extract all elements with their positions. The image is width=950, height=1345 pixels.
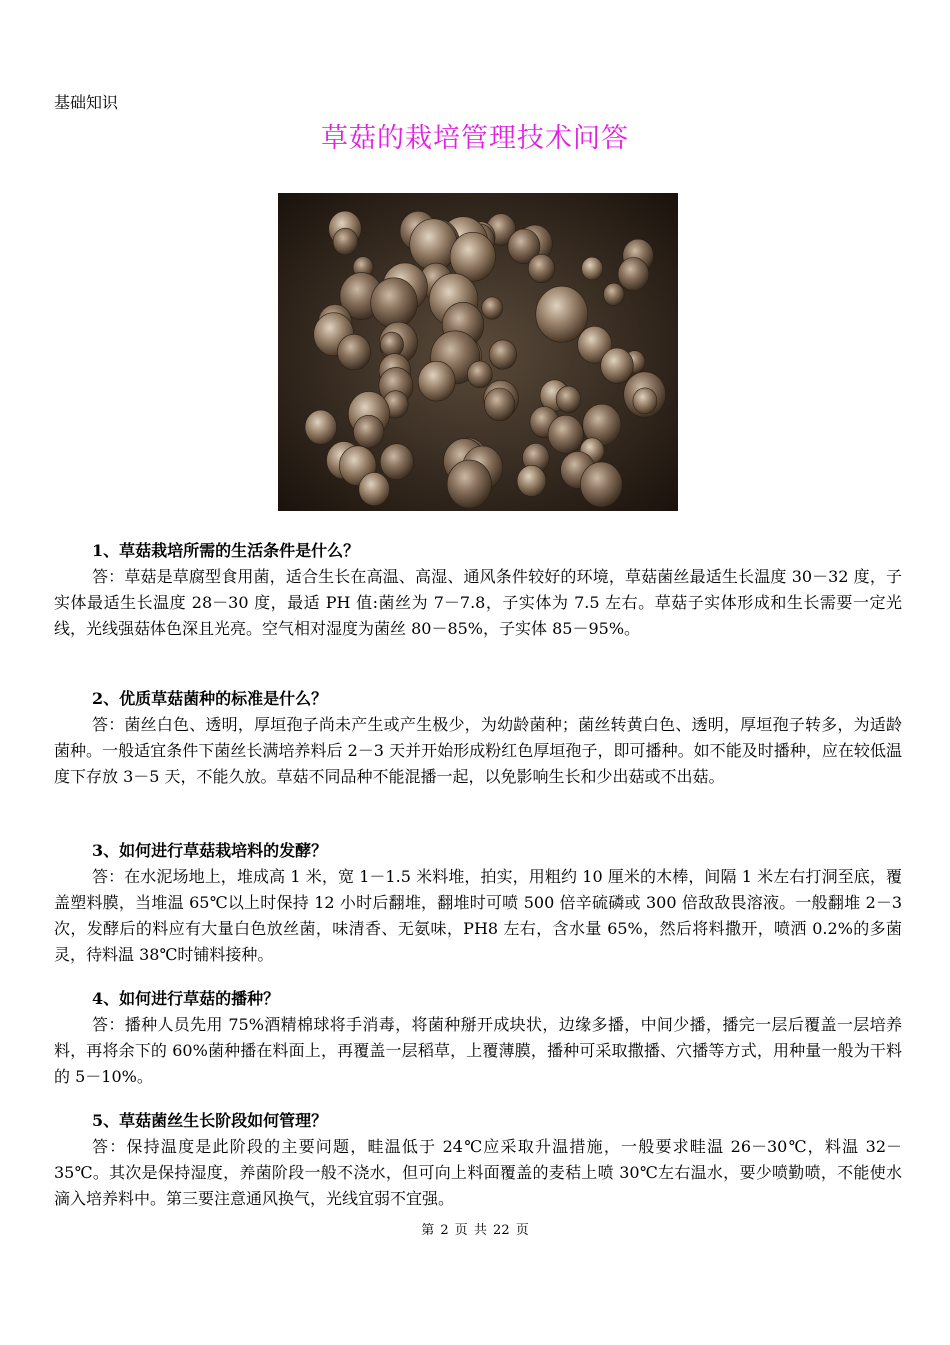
answer: 答：草菇是草腐型食用菌，适合生长在高温、高湿、通风条件较好的环境，草菇菌丝最适生长温度 30－32 度，子实体最适生长温度 28－30 度，最适 PH 值:菌丝为 7－7.8，子实体为 7.5 左右。草菇子实体形成和生长需要一定光线，光线强菇体色深且光亮。空气相对湿度为菌丝 80－85%，子实体 85－95%。 — [54, 567, 902, 638]
question: 3、如何进行草菇栽培料的发酵？ — [92, 841, 328, 860]
mushroom-cap-shape — [604, 283, 625, 305]
mushroom-cap-shape — [371, 278, 418, 328]
question: 4、如何进行草菇的播种？ — [92, 989, 280, 1008]
mushroom-cap-shape — [410, 219, 458, 270]
mushroom-cap-shape — [305, 410, 337, 444]
question: 5、草菇菌丝生长阶段如何管理？ — [92, 1111, 328, 1130]
mushroom-cap-shape — [337, 334, 370, 370]
answer: 答：播种人员先用 75%酒精棉球将手消毒，将菌种掰开成块状，边缘多播，中间少播，播完一层后覆盖一层培养料，再将余下的 60%菌种播在料面上，再覆盖一层稻草，上覆薄膜，播种可采取撒播、穴播等方式，用种量一般为干料的 5－10%。 — [54, 1015, 902, 1086]
mushroom-cap-shape — [467, 361, 492, 388]
mushroom-cap-shape — [536, 286, 588, 342]
mushroom-cap-shape — [582, 257, 603, 280]
answer: 答：保持温度是此阶段的主要问题，畦温低于 24℃应采取升温措施，一般要求畦温 26－30℃，料温 32－35℃。其次是保持湿度，养菌阶段一般不浇水，但可向上料面覆盖的麦秸上喷 30℃左右温水，要少喷勤喷，不能使水滴入培养料中。第三要注意通风换气，光线宜弱不宜强。 — [54, 1137, 902, 1208]
mushroom-cap-shape — [528, 254, 554, 282]
mushroom-cap-shape — [556, 386, 581, 412]
question: 1、草菇栽培所需的生活条件是什么？ — [92, 541, 360, 560]
qa-item — [54, 986, 902, 1090]
mushroom-cap-shape — [380, 444, 413, 480]
mushroom-cap-shape — [354, 415, 384, 448]
mushroom-cap-shape — [482, 297, 503, 319]
mushroom-cap-shape — [633, 388, 657, 414]
mushroom-cap-shape — [447, 460, 491, 508]
mushroom-cap-shape — [548, 415, 583, 453]
mushroom-cap-shape — [333, 228, 358, 255]
mushroom-cap-shape — [517, 465, 546, 496]
straw-mushroom-photo — [278, 193, 678, 511]
page-number: 第 2 页 共 22 页 — [421, 1223, 529, 1238]
qa-item — [54, 838, 902, 968]
mushroom-cap-shape — [601, 348, 634, 383]
qa-item — [54, 1108, 902, 1212]
mushroom-cap-shape — [580, 462, 622, 507]
answer: 答：在水泥场地上，堆成高 1 米，宽 1－1.5 米料堆，拍实，用粗约 10 厘米的木棒，间隔 1 米左右打洞至底，覆盖塑料膜，当堆温 65℃以上时保持 12 小时后翻堆，翻堆时可喷 500 倍辛硫磷或 300 倍敌敌畏溶液。一般翻堆 2－3 次，发酵后的料应有大量白色放丝菌，味清香、无氨味，PH8 左右，含水量 65%，然后将料撒开，喷洒 0.2%的多菌灵，待料温 38℃时铺料接种。 — [54, 867, 902, 964]
question: 2、优质草菇菌种的标准是什么？ — [92, 689, 328, 708]
mushroom-cap-shape — [359, 473, 390, 506]
qa-item — [54, 538, 902, 642]
mushroom-cap-shape — [418, 361, 455, 401]
qa-item — [54, 686, 902, 790]
section-label: 基础知识 — [54, 93, 119, 112]
mushroom-cap-shape — [489, 340, 516, 369]
mushroom-cap-shape — [618, 258, 649, 291]
answer: 答：菌丝白色、透明，厚垣孢子尚未产生或产生极少，为幼龄菌种；菌丝转黄白色、透明，厚垣孢子转多，为适龄菌种。一般适宜条件下菌丝长满培养料后 2－3 天并开始形成粉红色厚垣孢子，即可播种。如不能及时播种，应在较低温度下存放 3－5 天，不能久放。草菇不同品种不能混播一起，以免影响生长和少出菇或不出菇。 — [54, 715, 902, 786]
mushroom-cap-shape — [380, 332, 403, 357]
mushroom-cap-shape — [484, 388, 514, 421]
document-title: 草菇的栽培管理技术问答 — [321, 123, 629, 154]
